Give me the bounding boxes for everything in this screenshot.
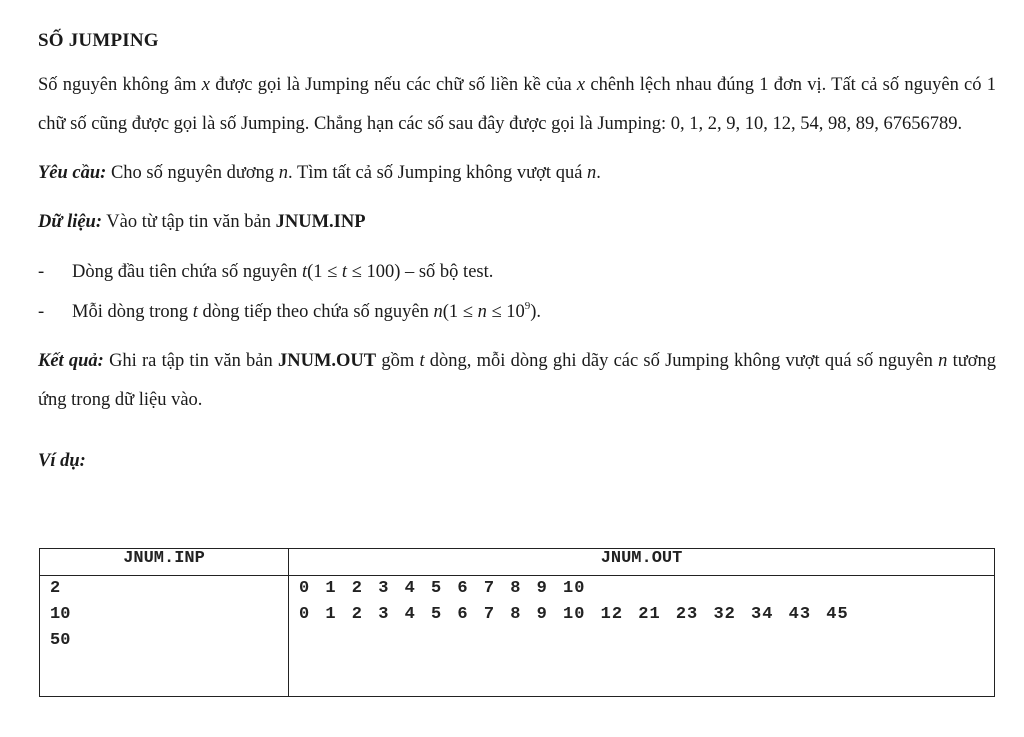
io-output-cell — [289, 576, 995, 697]
intro-text-1: Số nguyên không âm — [38, 75, 202, 95]
bullet-1-text-1: Dòng đầu tiên chứa số nguyên — [72, 262, 302, 282]
problem-statement — [38, 30, 996, 481]
output-filename: JNUM.OUT — [277, 351, 377, 371]
bullet-2-var-n: n — [433, 302, 443, 322]
output-paragraph — [38, 342, 996, 420]
input-text-1: Vào từ tập tin văn bản — [102, 212, 276, 232]
bullet-2-text-2: dòng tiếp theo chứa số nguyên — [197, 302, 434, 322]
input-paragraph — [38, 203, 996, 242]
io-table-header-row — [40, 549, 995, 576]
example-io-table — [39, 548, 995, 697]
input-bullet-list — [38, 252, 996, 332]
bullet-2-text-1: Mỗi dòng trong — [72, 302, 193, 322]
requirement-text-2: . Tìm tất cả số Jumping không vượt quá — [288, 163, 588, 183]
intro-text-2: được gọi là Jumping nếu các chữ số liền kề của — [210, 75, 577, 95]
bullet-1-text-3: ≤ 100) – số bộ test. — [347, 262, 494, 282]
bullet-1-var-t: t — [301, 262, 308, 282]
requirement-var-n-2: n — [587, 163, 597, 183]
bullet-dash: - — [38, 262, 45, 282]
input-bullet-1 — [38, 252, 996, 292]
input-label: Dữ liệu: — [38, 212, 103, 232]
bullet-1-text-2: (1 ≤ — [307, 262, 342, 282]
bullet-1-var-t-2: t — [341, 262, 348, 282]
input-bullet-2 — [38, 292, 996, 332]
example-label: Ví dụ: — [38, 451, 86, 471]
intro-paragraph — [38, 66, 996, 144]
intro-text-3: chênh lệch nhau đúng 1 đơn vị. Tất cả số nguyên có 1 chữ số cũng được gọi là số Jumping. Chẳng hạn các số sau đây được gọi là Jumping: 0, 1, 2, 9, 10, 12, 54, 98, 89, 67656789. — [38, 75, 996, 134]
output-line: 0 1 2 3 4 5 6 7 8 9 10 — [299, 579, 586, 598]
output-text-3: dòng, mỗi dòng ghi dãy các số Jumping không vượt quá số nguyên — [424, 351, 939, 371]
intro-var-x-2: x — [576, 75, 586, 95]
requirement-paragraph — [38, 154, 996, 193]
output-line: 0 1 2 3 4 5 6 7 8 9 10 12 21 23 32 34 43 45 — [299, 605, 849, 624]
io-input-cell — [40, 576, 289, 697]
bullet-2-text-3: (1 ≤ — [442, 302, 478, 322]
bullet-2-var-t: t — [192, 302, 198, 322]
intro-var-x-1: x — [201, 75, 210, 95]
input-line: 2 — [50, 579, 61, 598]
output-text-4: tương ứng trong dữ liệu vào. — [38, 351, 997, 410]
io-table-row — [40, 576, 995, 697]
output-text-1: Ghi ra tập tin văn bản — [103, 351, 278, 371]
io-header-input: JNUM.INP — [40, 549, 289, 576]
io-header-output: JNUM.OUT — [289, 549, 995, 576]
bullet-2-var-n-2: n — [477, 302, 487, 322]
output-var-n: n — [938, 351, 948, 371]
bullet-dash: - — [38, 302, 45, 322]
requirement-text-1: Cho số nguyên dương — [106, 163, 279, 183]
input-filename: JNUM.INP — [275, 212, 366, 232]
bullet-2-exponent: 9 — [524, 300, 531, 312]
input-line: 10 — [50, 605, 71, 624]
example-paragraph — [38, 442, 996, 481]
problem-title: SỐ JUMPING — [38, 30, 159, 51]
requirement-label: Yêu cầu: — [38, 163, 107, 183]
output-label: Kết quả: — [38, 351, 104, 371]
output-var-t: t — [419, 351, 425, 371]
bullet-2-text-4: ≤ 10 — [486, 302, 525, 322]
input-line: 50 — [50, 631, 71, 650]
requirement-var-n-1: n — [278, 163, 289, 183]
requirement-text-3: . — [596, 163, 601, 183]
output-text-2: gồm — [376, 351, 420, 371]
bullet-2-text-5: ). — [530, 302, 542, 322]
